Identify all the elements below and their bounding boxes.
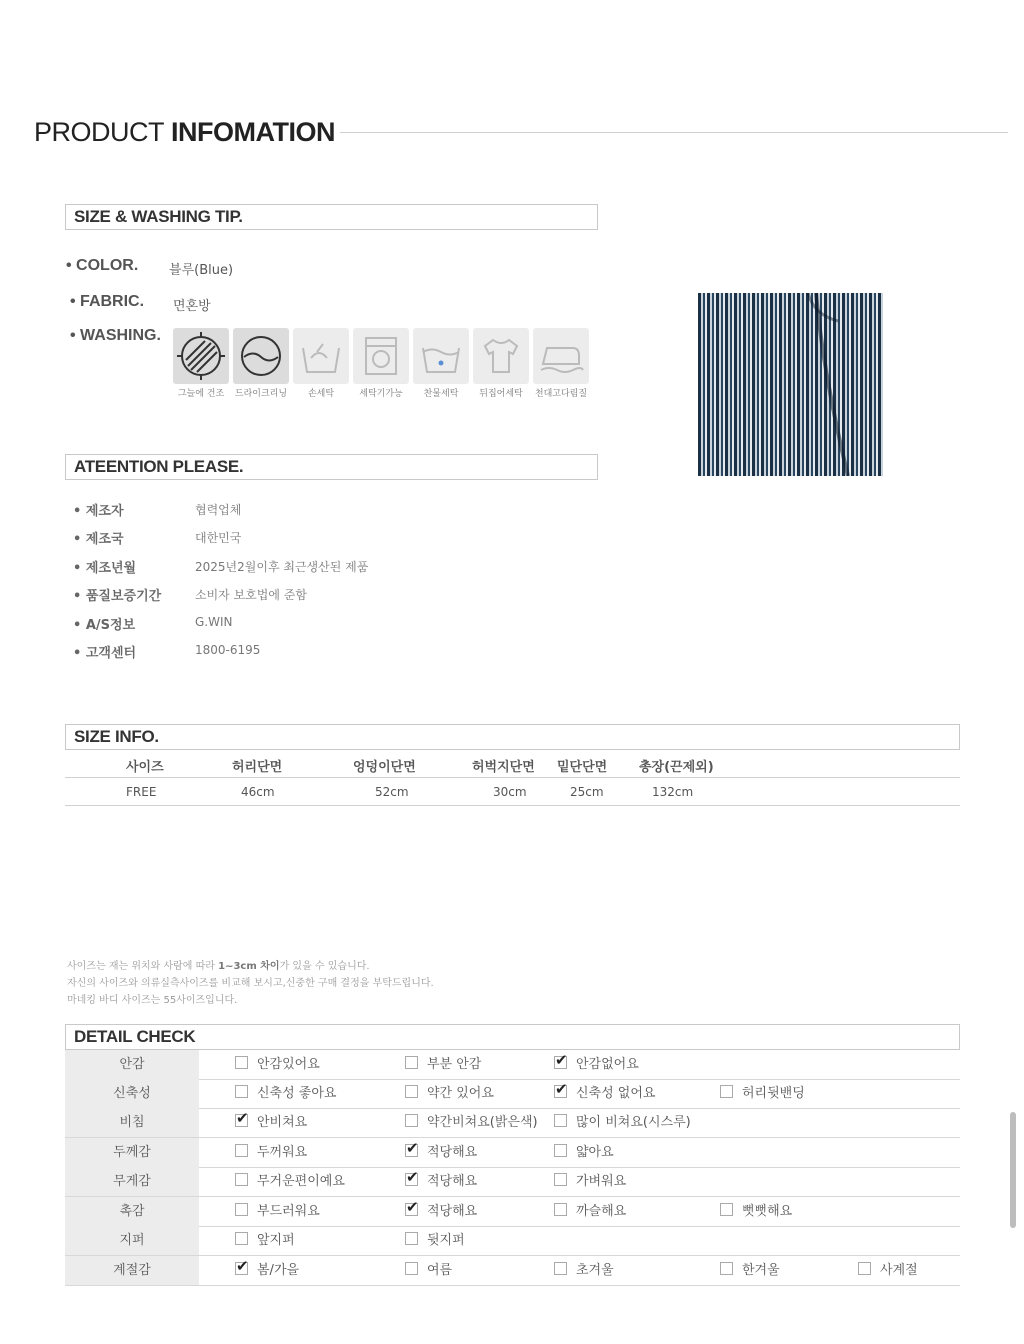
size-note-3: 마네킹 바디 사이즈는 55사이즈입니다.	[67, 995, 238, 1006]
scrollbar-thumb[interactable]	[1010, 1112, 1016, 1228]
size-header-3: 허벅지단면	[472, 760, 535, 775]
machine-wash-icon	[353, 328, 409, 384]
detail-option[interactable]	[405, 1085, 494, 1103]
washing-section-title: SIZE & WASHING TIP.	[74, 207, 243, 226]
detail-option[interactable]	[235, 1056, 320, 1074]
detail-row	[65, 1167, 960, 1197]
size-cell-2: 52cm	[375, 785, 409, 799]
detail-option[interactable]	[235, 1085, 336, 1103]
inside-out-wash-icon	[473, 328, 529, 384]
checkbox[interactable]	[720, 1203, 733, 1216]
detail-option-label: 적당해요	[427, 1174, 478, 1189]
detail-option-label: 안감있어요	[257, 1057, 320, 1072]
size-note-1b: 1~3cm 차이	[218, 961, 280, 972]
detail-option[interactable]	[405, 1262, 452, 1280]
detail-row-label: 계절감	[65, 1256, 199, 1285]
detail-row	[65, 1226, 960, 1256]
checkbox[interactable]	[235, 1056, 248, 1069]
washing-label: • WASHING.	[70, 327, 161, 344]
checkbox[interactable]	[235, 1232, 248, 1245]
attention-label-date: • 제조년월	[73, 561, 137, 576]
detail-option[interactable]	[405, 1056, 481, 1074]
wash-label-5: 뒤집어세탁	[479, 389, 523, 399]
size-section-header	[65, 724, 960, 750]
checkbox-checked[interactable]	[235, 1114, 248, 1127]
detail-row	[65, 1079, 960, 1109]
detail-row	[65, 1050, 960, 1080]
fabric-label: • FABRIC.	[70, 293, 145, 310]
detail-option[interactable]	[554, 1085, 655, 1103]
checkbox[interactable]	[235, 1203, 248, 1216]
detail-option[interactable]	[405, 1203, 477, 1221]
detail-option-label: 여름	[427, 1263, 453, 1278]
detail-option-label: 가벼워요	[576, 1174, 627, 1189]
detail-option[interactable]	[720, 1203, 792, 1221]
detail-option[interactable]	[405, 1232, 465, 1250]
detail-option-label: 적당해요	[427, 1204, 478, 1219]
detail-option[interactable]	[235, 1232, 295, 1250]
detail-option-label: 무거운편이예요	[257, 1174, 345, 1189]
checkbox[interactable]	[235, 1144, 248, 1157]
attention-value-date: 2025년2월이후 최근생산된 제품	[195, 560, 369, 574]
checkbox[interactable]	[405, 1056, 418, 1069]
detail-option[interactable]	[405, 1114, 538, 1132]
page-title-light: PRODUCT	[34, 117, 164, 147]
size-cell-0: FREE	[126, 785, 157, 799]
hand-wash-icon	[293, 328, 349, 384]
detail-row	[65, 1256, 960, 1286]
detail-option-label: 많이 비쳐요(시스루)	[576, 1115, 691, 1130]
detail-option-label: 안비쳐요	[257, 1115, 308, 1130]
detail-option[interactable]	[405, 1173, 477, 1191]
detail-option[interactable]	[235, 1203, 320, 1221]
detail-row-label: 촉감	[65, 1197, 199, 1226]
detail-option[interactable]	[405, 1144, 477, 1162]
size-header-divider	[65, 777, 960, 778]
attention-section-header	[65, 454, 598, 480]
detail-option-label: 적당해요	[427, 1145, 478, 1160]
size-header-5: 총장(끈제외)	[639, 760, 714, 775]
detail-option[interactable]	[554, 1144, 614, 1162]
color-label: • COLOR.	[66, 257, 139, 274]
washing-section-header	[65, 204, 598, 230]
attention-value-warranty: 소비자 보호법에 준함	[195, 588, 307, 602]
wash-label-0: 그늘에 건조	[177, 389, 225, 399]
detail-option[interactable]	[554, 1056, 639, 1074]
shade-dry-icon	[173, 328, 229, 384]
checkbox-checked[interactable]	[554, 1085, 567, 1098]
size-note-1a: 사이즈는 재는 위치와 사람에 따라	[67, 961, 219, 972]
detail-option[interactable]	[235, 1114, 307, 1132]
attention-value-cs: 1800-6195	[195, 643, 261, 657]
checkbox[interactable]	[554, 1114, 567, 1127]
cold-wash-icon	[413, 328, 469, 384]
size-cell-3: 30cm	[493, 785, 527, 799]
size-header-2: 엉덩이단면	[353, 760, 416, 775]
checkbox[interactable]	[405, 1114, 418, 1127]
detail-option[interactable]	[720, 1085, 805, 1103]
checkbox[interactable]	[235, 1085, 248, 1098]
detail-option-label: 봄/가을	[257, 1263, 300, 1278]
detail-option-label: 신축성 없어요	[576, 1086, 656, 1101]
attention-value-as: G.WIN	[195, 615, 233, 629]
detail-option-label: 허리뒷밴딩	[742, 1086, 805, 1101]
detail-option-label: 한겨울	[742, 1263, 780, 1278]
attention-label-warranty: • 품질보증기간	[73, 589, 162, 604]
checkbox[interactable]	[720, 1262, 733, 1275]
attention-value-maker: 협력업체	[195, 503, 242, 517]
checkbox-checked[interactable]	[405, 1203, 418, 1216]
size-cell-1: 46cm	[241, 785, 275, 799]
detail-section-header	[65, 1024, 960, 1050]
detail-row-label: 신축성	[65, 1079, 199, 1108]
color-value: 블루(Blue)	[169, 263, 234, 278]
detail-option-label: 사계절	[880, 1263, 918, 1278]
detail-option-label: 약간비쳐요(밝은색)	[427, 1115, 538, 1130]
wash-label-6: 천대고다림질	[534, 389, 588, 399]
dry-clean-icon	[233, 328, 289, 384]
checkbox[interactable]	[554, 1173, 567, 1186]
checkbox[interactable]	[554, 1203, 567, 1216]
detail-option[interactable]	[554, 1173, 626, 1191]
detail-option-label: 앞지퍼	[257, 1233, 295, 1248]
checkbox[interactable]	[720, 1085, 733, 1098]
wash-label-4: 찬물세탁	[423, 389, 459, 399]
size-header-1: 허리단면	[232, 760, 283, 775]
size-row-divider	[65, 805, 960, 806]
checkbox[interactable]	[405, 1085, 418, 1098]
detail-row	[65, 1138, 960, 1168]
page-title	[34, 115, 335, 149]
checkbox-checked[interactable]	[405, 1144, 418, 1157]
wash-label-3: 세탁기가능	[359, 389, 403, 399]
checkbox[interactable]	[235, 1173, 248, 1186]
detail-option-label: 안감없어요	[576, 1057, 639, 1072]
header-divider	[340, 132, 1008, 133]
fabric-swatch-image	[698, 293, 883, 476]
detail-option-label: 뒷지퍼	[427, 1233, 465, 1248]
detail-option-label: 약간 있어요	[427, 1086, 494, 1101]
attention-label-as: • A/S정보	[73, 618, 136, 633]
detail-option-label: 얇아요	[576, 1145, 614, 1160]
detail-row-label: 비침	[65, 1108, 199, 1137]
checkbox-checked[interactable]	[405, 1173, 418, 1186]
checkbox[interactable]	[858, 1262, 871, 1275]
attention-section-title: ATEENTION PLEASE.	[74, 457, 244, 476]
checkbox[interactable]	[405, 1262, 418, 1275]
size-cell-5: 132cm	[652, 785, 694, 799]
checkbox-checked[interactable]	[235, 1262, 248, 1275]
detail-row-label: 두께감	[65, 1138, 199, 1167]
size-note-1	[67, 957, 370, 972]
detail-row	[65, 1197, 960, 1227]
detail-row	[65, 1108, 960, 1138]
detail-option[interactable]	[235, 1144, 307, 1162]
detail-option[interactable]	[554, 1262, 614, 1280]
size-header-4: 밑단단면	[557, 760, 608, 775]
detail-option[interactable]	[720, 1262, 780, 1280]
detail-option[interactable]	[554, 1203, 626, 1221]
attention-label-country: • 제조국	[73, 532, 124, 547]
checkbox[interactable]	[405, 1232, 418, 1245]
detail-option-label: 뻣뻣해요	[742, 1204, 793, 1219]
checkbox[interactable]	[554, 1144, 567, 1157]
detail-option-label: 부드러워요	[257, 1204, 320, 1219]
checkbox[interactable]	[554, 1262, 567, 1275]
detail-option[interactable]	[235, 1173, 345, 1191]
detail-option[interactable]	[235, 1262, 299, 1280]
attention-value-country: 대한민국	[195, 531, 242, 545]
size-cell-4: 25cm	[570, 785, 604, 799]
page-title-bold: INFOMATION	[171, 117, 335, 147]
detail-option[interactable]	[858, 1262, 918, 1280]
detail-row-label: 무게감	[65, 1167, 199, 1196]
detail-option[interactable]	[554, 1114, 691, 1132]
wash-label-1: 드라이크리닝	[234, 389, 288, 399]
detail-option-label: 두꺼워요	[257, 1145, 308, 1160]
detail-row-label: 지퍼	[65, 1226, 199, 1255]
detail-section-title: DETAIL CHECK	[74, 1027, 196, 1046]
size-header-0: 사이즈	[126, 760, 164, 775]
wash-label-2: 손세탁	[307, 389, 335, 399]
detail-option-label: 까슬해요	[576, 1204, 627, 1219]
attention-label-cs: • 고객센터	[73, 646, 137, 661]
checkbox-checked[interactable]	[554, 1056, 567, 1069]
size-note-2: 자신의 사이즈와 의류실측사이즈를 비교해 보시고,신중한 구매 결정을 부탁드립니다.	[67, 978, 434, 989]
detail-row-label: 안감	[65, 1050, 199, 1079]
fabric-value: 면혼방	[173, 299, 211, 314]
detail-option-label: 부분 안감	[427, 1057, 482, 1072]
cloth-iron-icon	[533, 328, 589, 384]
size-note-1c: 가 있을 수 있습니다.	[279, 961, 370, 972]
attention-label-maker: • 제조자	[73, 504, 124, 519]
detail-option-label: 신축성 좋아요	[257, 1086, 337, 1101]
size-section-title: SIZE INFO.	[74, 727, 159, 746]
detail-option-label: 초겨울	[576, 1263, 614, 1278]
